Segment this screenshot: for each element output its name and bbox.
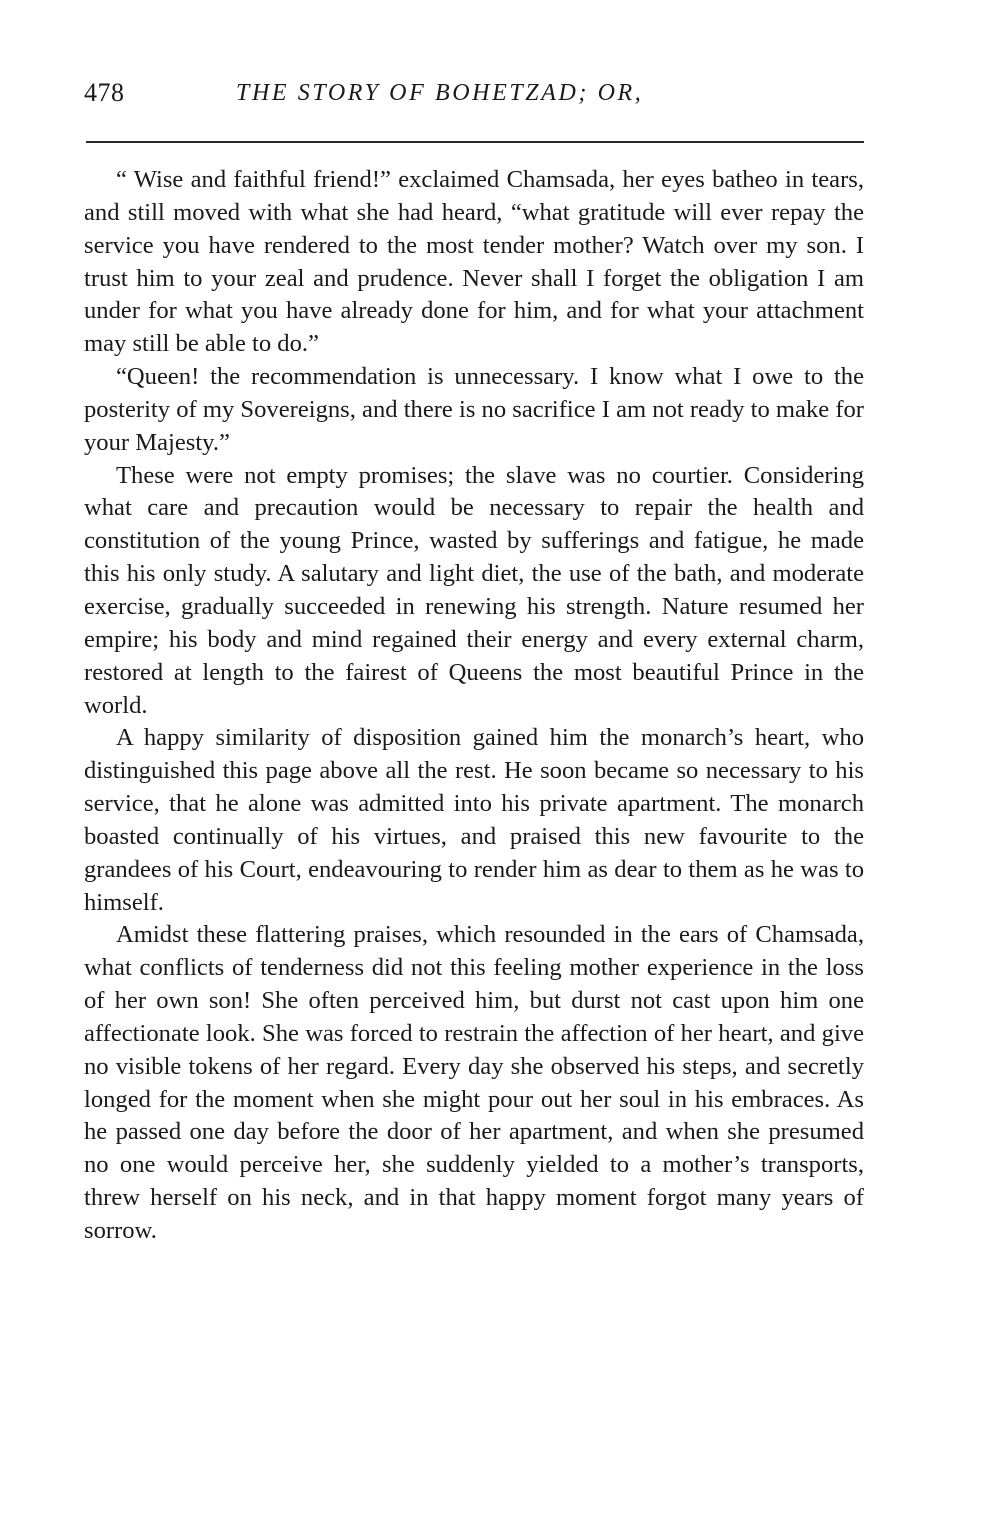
body-text: [84, 164, 864, 1248]
paragraph: Amidst these flattering praises, which resounded in the ears of Chamsada, what conflicts of tenderness did not this feeling mother experience in the loss of her own son! She often perceived him, but durst not cast upon him one affectionate look. She was forced to restrain the affection of her heart, and give no visible tokens of her regard. Every day she observed his steps, and secretly longed for the moment when she might pour out her soul in his embraces. As he passed one day before the door of her apartment, and when she presumed no one would perceive her, she suddenly yielded to a mother’s transports, threw herself on his neck, and in that happy moment forgot many years of sorrow.: [84, 921, 864, 1244]
page-number: 478: [84, 78, 125, 107]
paragraph: A happy similarity of disposition gained him the monarch’s heart, who distinguished this page above all the rest. He soon became so necessary to his service, that he alone was admitted into his private apartment. The monarch boasted continually of his virtues, and praised this new favourite to the grandees of his Court, endeavouring to render him as dear to them as he was to himself.: [84, 724, 864, 916]
paragraph: “ Wise and faithful friend!” exclaimed Chamsada, her eyes batheo in tears, and still moved with what she had heard, “what gratitude will ever repay the service you have rendered to the most tender mother? Watch over my son. I trust him to your zeal and prudence. Never shall I forget the obligation I am under for what you have already done for him, and for what your attachment may still be able to do.”: [84, 166, 864, 358]
running-head: THE STORY OF BOHETZAD; OR,: [236, 80, 644, 106]
paragraph: These were not empty promises; the slave was no courtier. Considering what care and precaution would be necessary to repair the health and constitution of the young Prince, wasted by sufferings and fatigue, he made this his only study. A salutary and light diet, the use of the bath, and moderate exercise, gradually succeeded in renewing his strength. Nature resumed her empire; his body and mind regained their energy and every external charm, restored at length to the fairest of Queens the most beautiful Prince in the world.: [84, 461, 864, 719]
header-rule: [86, 141, 864, 143]
paragraph: “Queen! the recommendation is unnecessary. I know what I owe to the posterity of my Sovereigns, and there is no sacrifice I am not ready to make for your Majesty.”: [84, 363, 864, 456]
